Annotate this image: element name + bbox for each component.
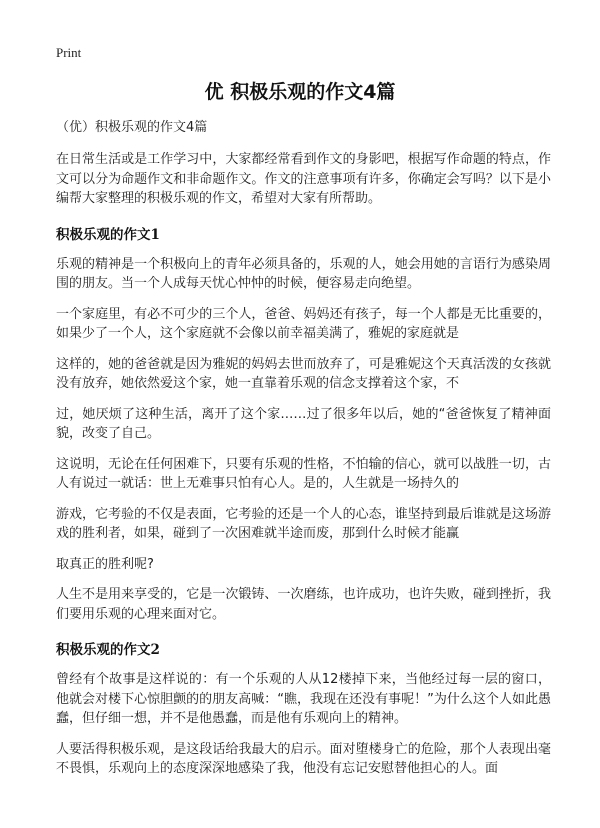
document-body <box>56 118 551 790</box>
paragraph: 过，她厌烦了这种生活，离开了这个家……过了很多年以后，她的“爸爸恢复了精神面貌，改变了自己。 <box>56 406 551 441</box>
section-heading: 积极乐观的作文1 <box>56 226 160 243</box>
paragraph: 游戏，它考验的不仅是表面，它考验的还是一个人的心态，谁坚持到最后谁就是这场游戏的胜利者，如果，碰到了一次困难就半途而废，那到什么时候才能赢 <box>56 506 551 541</box>
intro-paragraph: 在日常生活或是工作学习中，大家都经常看到作文的身影吧，根据写作命题的特点，作文可以分为命题作文和非命题作文。作文的注意事项有许多，你确定会写吗？以下是小编帮大家整理的积极乐观的作文，希望对大家有所帮助。 <box>56 152 551 206</box>
paragraph: 曾经有个故事是这样说的：有一个乐观的人从12楼掉下来，当他经过每一层的窗口，他就会对楼下心惊胆颤的的朋友高喊：“瞧，我现在还没有事呢！”为什么这个人如此愚蠢，但仔细一想，并不是他愚蠢，而是他有乐观向上的精神。 <box>56 672 551 726</box>
document-title: 优 积极乐观的作文4篇 <box>204 81 396 103</box>
document-subtitle: （优）积极乐观的作文4篇 <box>56 120 208 135</box>
paragraph: 一个家庭里，有必不可少的三个人，爸爸、妈妈还有孩子，每一个人都是无比重要的，如果少了一个人，这个家庭就不会像以前幸福美满了，雅妮的家庭就是 <box>56 306 551 341</box>
paragraph: 人生不是用来享受的，它是一次锻铸、一次磨练，也许成功，也许失败，碰到挫折，我们要用乐观的心理来面对它。 <box>56 587 551 622</box>
paragraph: 人要活得积极乐观，是这段话给我最大的启示。面对堕楼身亡的危险，那个人表现出毫不畏惧，乐观向上的态度深深地感染了我，他没有忘记安慰替他担心的人。面 <box>56 741 551 776</box>
paragraph: 这说明，无论在任何困难下，只要有乐观的性格，不怕输的信心，就可以战胜一切，古人有说过一就话：世上无难事只怕有心人。是的，人生就是一场持久的 <box>56 456 551 491</box>
paragraph: 乐观的精神是一个积极向上的青年必须具备的，乐观的人，她会用她的言语行为感染周围的朋友。当一个人成每天忧心忡忡的时候，便容易走向绝望。 <box>56 256 551 291</box>
print-label: Print <box>56 45 82 60</box>
paragraph: 这样的，她的爸爸就是因为雅妮的妈妈去世而放弃了，可是雅妮这个天真活泼的女孩就没有放弃，她依然爱这个家，她一直靠着乐观的信念支撑着这个家，不 <box>56 356 551 391</box>
section-heading: 积极乐观的作文2 <box>56 642 160 658</box>
paragraph: 取真正的胜利呢? <box>56 556 154 572</box>
